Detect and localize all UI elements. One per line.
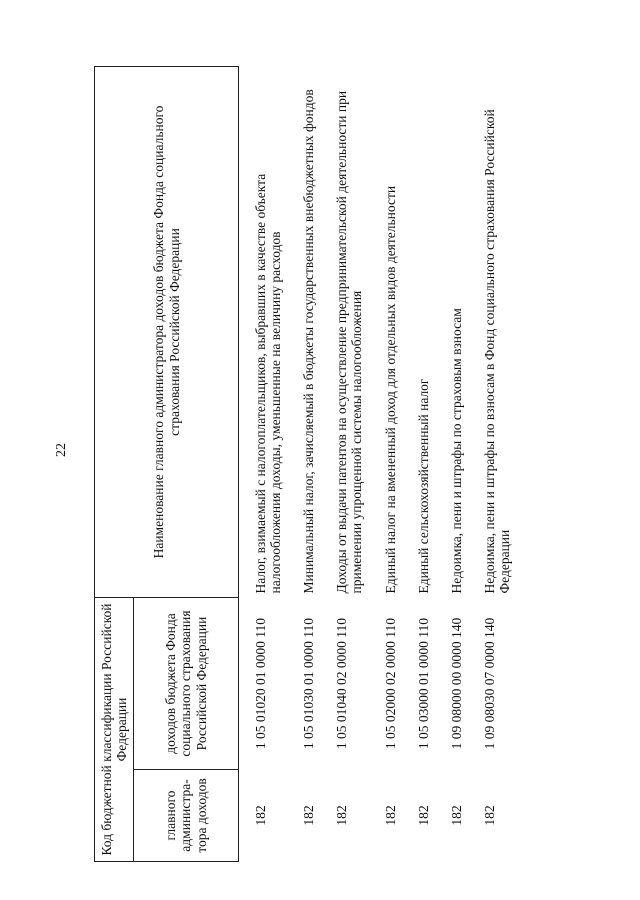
budget-classification-table [94,66,518,862]
table-row [239,67,290,862]
table-row [371,67,404,862]
cell-revenue-name: Недоимка, пени и штрафы по взносам в Фонд социального страхования Российской Федерации [481,109,512,594]
cell-budget-code: 1 09 08030 07 0000 140 [481,617,497,750]
header-main-administrator: главного администра-тора доходов [134,770,239,862]
rotated-document [94,67,574,862]
cell-admin-code: 182 [334,805,350,826]
cell-revenue-name: Единый сельскохозяйственный налог [415,378,431,594]
cell-budget-code: 1 05 02000 02 0000 110 [382,617,398,750]
cell-admin-code: 182 [382,805,398,826]
cell-budget-code: 1 05 01030 01 0000 110 [301,617,317,750]
cell-budget-code: 1 05 03000 01 0000 110 [415,617,431,750]
cell-revenue-name: Недоимка, пени и штрафы по страховым взносам [448,308,464,594]
cell-admin-code: 182 [301,805,317,826]
cell-budget-code: 1 09 08000 00 0000 140 [448,617,464,750]
cell-admin-code: 182 [448,805,464,826]
page-number: 22 [54,443,69,457]
header-budget-code-group: Код бюджетной классификации Российской Федерации [95,598,134,862]
header-revenue-code: доходов бюджета Фонда социального страхования Российской Федерации [134,598,239,770]
table-row [470,67,518,862]
cell-revenue-name: Налог, взимаемый с налогоплательщиков, выбравших в качестве объекта налогообложения доходы, уменьшенные на величину расходов [253,173,284,594]
cell-revenue-name: Единый налог на вмененный доход для отдельных видов деятельности [382,185,398,594]
table-row [404,67,437,862]
cell-admin-code: 182 [481,805,497,826]
header-administrator-name: Наименование главного администратора доходов бюджета Фонда социального страхования Российской Федерации [95,67,239,598]
cell-budget-code: 1 05 01020 01 0000 110 [253,617,268,750]
table-row [437,67,470,862]
cell-revenue-name: Доходы от выдачи патентов на осуществление предпринимательской деятельности при применении упрощенной системы налогообложения [334,90,365,594]
table-row [289,67,322,862]
table-row [322,67,370,862]
cell-revenue-name: Минимальный налог, зачисляемый в бюджеты государственных внебюджетных фондов [301,89,317,594]
cell-admin-code: 182 [253,805,268,826]
cell-admin-code: 182 [415,805,431,826]
cell-budget-code: 1 05 01040 02 0000 110 [334,617,350,750]
